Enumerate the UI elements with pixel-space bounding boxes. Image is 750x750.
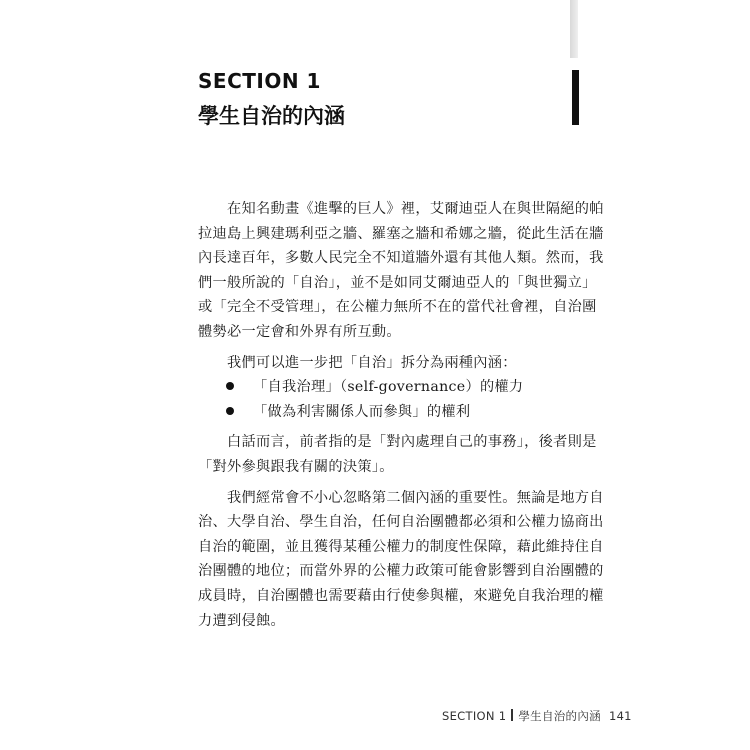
paragraph-4-line: 我們經常會不小心忽略第二個內涵的重要性。無論是地方自 [227, 489, 604, 506]
paragraph-3-line: 白話而言，前者指的是「對內處理自己的事務」，後者則是 [227, 434, 597, 451]
bullet-item [198, 375, 580, 400]
paragraph-3-line: 「對外參與跟我有關的決策」。 [198, 458, 394, 475]
footer-section: SECTION 1 [442, 709, 507, 723]
running-footer [442, 708, 632, 724]
bullet-text: 「自我治理」（self-governance）的權力 [253, 379, 524, 396]
section-thumb-tab [572, 70, 579, 125]
body-text [198, 197, 604, 633]
footer-title: 學生自治的內涵 [518, 709, 601, 723]
bullet-dot-icon [226, 407, 234, 415]
paragraph-4-line: 成員時，自治團體也需要藉由行使參與權，來避免自我治理的權 [198, 587, 604, 604]
paragraph-1-line: 內長達百年，多數人民完全不知道牆外還有其他人類。然而，我 [198, 250, 604, 267]
paragraph-1-line: 在知名動畫《進擊的巨人》裡，艾爾迪亞人在與世隔絕的帕 [227, 201, 604, 217]
paragraph-1-line: 們一般所說的「自治」，並不是如同艾爾迪亞人的「與世獨立」 [198, 274, 597, 291]
paragraph-4-line: 力遭到侵蝕。 [198, 612, 285, 629]
paragraph-1-line: 體勢必一定會和外界有所互動。 [198, 323, 401, 340]
bullet-item [198, 400, 580, 425]
paragraph-2-intro: 我們可以進一步把「自治」拆分為兩種內涵： [227, 354, 517, 371]
footer-separator [511, 709, 513, 721]
page-number: 141 [608, 709, 632, 723]
paragraph-4-line: 自治的範圍，並且獲得某種公權力的制度性保障，藉此維持住自 [198, 538, 604, 555]
section-label: SECTION 1 [198, 69, 321, 93]
section-title: 學生自治的內涵 [198, 104, 345, 128]
paragraph-1-line: 或「完全不受管理」，在公權力無所不在的當代社會裡，自治團 [198, 299, 597, 316]
bullet-dot-icon [226, 382, 234, 390]
page-edge-shadow [570, 0, 578, 58]
paragraph-4-line: 治、大學自治、學生自治，任何自治團體都必須和公權力協商出 [198, 514, 604, 531]
bullet-text: 「做為利害關係人而參與」的權利 [253, 403, 471, 420]
paragraph-4-line: 治團體的地位；而當外界的公權力政策可能會影響到自治團體的 [198, 563, 604, 580]
paragraph-1-line: 拉迪島上興建瑪利亞之牆、羅塞之牆和希娜之牆，從此生活在牆 [198, 225, 604, 242]
